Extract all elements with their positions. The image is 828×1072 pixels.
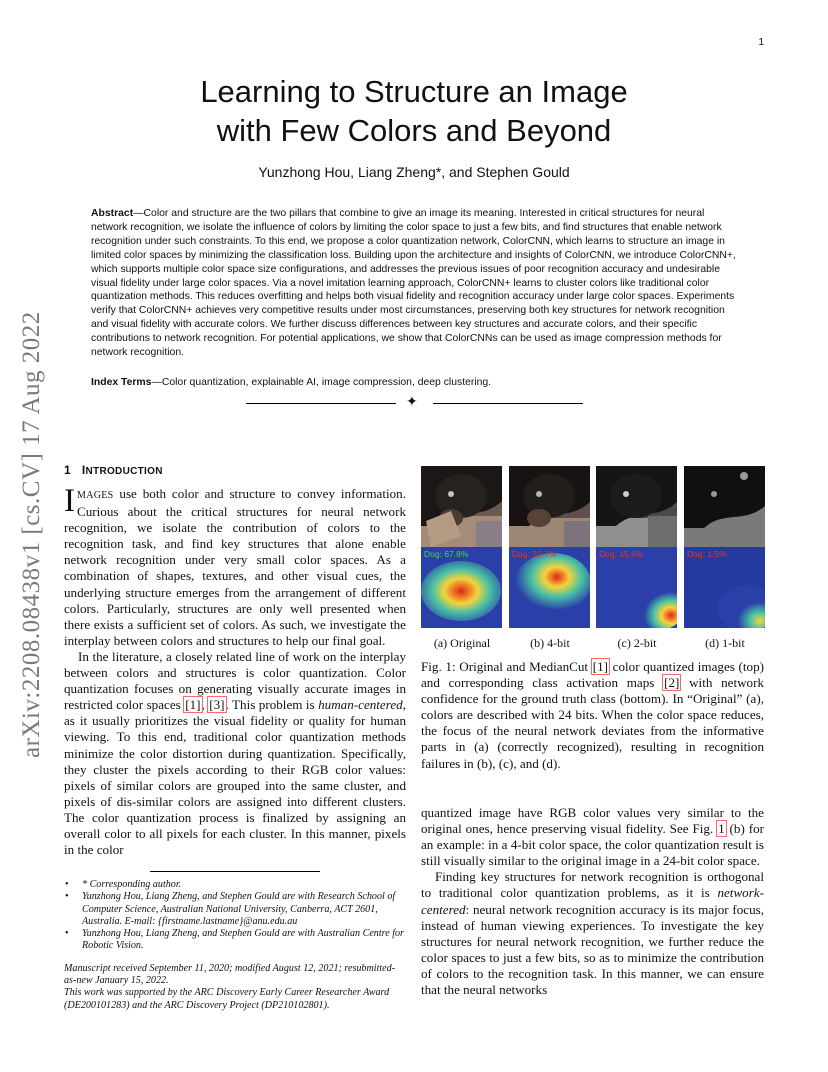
section-divider — [246, 396, 583, 410]
dog-photo-4bit — [509, 466, 590, 547]
subcaption-c: (c) 2-bit — [617, 636, 657, 650]
right-p1b: (b) for an example: in a 4-bit color space, the color quantization result is still visually similar to the original image in a 24-bit color space. — [421, 821, 764, 869]
index-terms-label: Index Terms — [91, 377, 152, 388]
footnote-list — [64, 879, 406, 953]
citation-link-2[interactable]: [2] — [664, 675, 680, 691]
figure-panel-2bit — [596, 466, 677, 628]
footnotes — [64, 879, 406, 1012]
index-terms-text: —Color quantization, explainable AI, image compression, deep clustering. — [151, 377, 492, 388]
dog-photo-original — [421, 466, 502, 547]
index-terms — [91, 376, 736, 390]
confidence-label: Dog: 67.8% — [424, 549, 469, 559]
subcaption-a: (a) Original — [433, 636, 491, 650]
section-title-first: I — [81, 463, 86, 477]
footnote-item: • * Corresponding author. — [82, 879, 406, 891]
dog-photo-1bit — [684, 466, 765, 547]
figure-panel-4bit — [509, 466, 590, 628]
divider-line-right — [433, 403, 583, 404]
citation-link-1[interactable]: [1] — [592, 659, 608, 674]
title-line-2: with Few Colors and Beyond — [216, 112, 612, 148]
intro-p2a: In the literature, a closely related line of work on the interplay between colors and structures is color quantization. Color quantization focuses on generating visually accurate images in restricted color spaces — [64, 648, 406, 713]
left-column-body — [64, 483, 406, 858]
network-centered-term: network-centered — [421, 885, 764, 917]
right-p2a: Finding key structures for network recognition is orthogonal to traditional color quantization problems, as it is — [421, 869, 764, 901]
intro-p2d: , as it usually prioritizes the visual fidelity or quality for human viewing. To this end, traditional color quantization methods minimize the color distortion during quantization. Specifically, they cluster the pixels according to their RGB color values: pixels of similar colors are grouped into the same cluster, and pixels of dis-similar colors are assigned into different clusters. The color quantization process is finalized by assigning an overall color to all pixels for each cluster. In this manner, pixels in the color — [64, 697, 406, 858]
subcaption-d: (d) 1-bit — [705, 636, 745, 650]
arxiv-stamp: arXiv:2208.08438v1 [cs.CV] 17 Aug 2022 — [18, 311, 45, 758]
intro-p1-text: use both color and structure to convey information. Curious about the critical structures for neural network recognition, we isolate the contribution of colors to the recognition task, and find key structures that alone enable network recognition under very small color spaces. As a combination of shapes, textures, and other visual cues, the underlying structure emerges from the arrangement of different colors. Particularly, structures are only well presented when there exists a sufficient set of colors. As such, we investigate the interplay between colors and structures to help our final goal. — [64, 486, 406, 648]
footnote-item: • Yunzhong Hou, Liang Zheng, and Stephen Gould are with Australian Centre for Robotic Vision. — [82, 928, 406, 953]
activation-map-1bit — [684, 547, 765, 628]
divider-line-left — [246, 403, 396, 404]
dropcap-smallcaps: MAGES — [77, 490, 114, 501]
activation-map-4bit — [509, 547, 590, 628]
right-p1a: quantized image have RGB color values very similar to the original ones, hence preserving visual fidelity. See Fig. — [421, 805, 764, 837]
dropcap: I — [64, 483, 75, 519]
section-number: 1 — [64, 463, 71, 477]
page-number: 1 — [758, 37, 764, 48]
figure-panel-original — [421, 466, 502, 628]
figure-subcaptions — [421, 636, 766, 652]
human-centered-term: human-centered — [318, 697, 403, 713]
caption-part-b: color quantized images (top) and corresponding class activation maps — [421, 659, 765, 691]
figure-1-link[interactable]: 1 — [718, 821, 725, 837]
activation-map-2bit — [596, 547, 677, 628]
confidence-label: Dog: 15.6% — [599, 549, 644, 559]
confidence-label: Dog: 33.7% — [512, 549, 557, 559]
intro-p2b: , — [201, 697, 209, 713]
figure-1 — [421, 466, 766, 652]
manuscript-note: Manuscript received September 11, 2020; modified August 12, 2021; resubmitted-as-new January 15, 2022. — [64, 962, 396, 987]
intro-paragraph-2 — [64, 649, 406, 858]
intro-p2c: . This problem is — [225, 697, 319, 713]
abstract-text: —Color and structure are the two pillars that combine to give an image its meaning. Interested in critical structures for neural network recognition, we isolate the influence of colors by limiting the color space to just a few bits, and find structures that enable network recognition under such constraints. To this end, we propose a color quantization network, ColorCNN, which learns to structure an image in limited color spaces by minimizing the classification loss. Building upon the architecture and insights of ColorCNN, we introduce ColorCNN+, which supports multiple color space size configurations, and addresses the previous issues of poor recognition accuracy and undesirable visual fidelity under large color spaces. Via a novel imitation learning approach, ColorCNN+ learns to cluster colors like traditional color quantization methods. This reduces overfitting and helps both visual fidelity and recognition accuracy under large color spaces. Experiments verify that ColorCNN+ achieves very competitive results under most circumstances, preserving both key structures for network recognition and visual fidelity with accurate colors. We further discuss differences between key structures and accurate colors, and their specific contributions to network recognition. For potential applications, we show that ColorCNNs can be used as image compression methods for network recognition. — [91, 208, 736, 359]
right-paragraph-1 — [421, 805, 764, 869]
title-line-1: Learning to Structure an Image — [200, 74, 628, 109]
figure-image-grid — [421, 466, 766, 628]
paper-title — [0, 73, 828, 151]
figure-caption — [421, 659, 764, 772]
caption-part-c: with network confidence for the ground truth class (bottom). In “Original” (a), colors are described with 24 bits. When the color space reduces, the focus of the neural network deviates from the informative parts in (a) (correctly recognized), resulting in recognition failures in (b), (c), and (d). — [421, 675, 765, 771]
dog-photo-2bit — [596, 466, 677, 547]
footnote-item: • Yunzhong Hou, Liang Zheng, and Stephen Gould are with Research School of Computer Science, Australian National University, Canberra, ACT 2601, Australia. E-mail: {firstname.lastname}@anu.edu.au — [82, 891, 406, 928]
section-title-rest: NTRODUCTION — [85, 466, 163, 477]
citation-link-1[interactable]: [1] — [185, 697, 201, 713]
right-paragraph-2 — [421, 869, 764, 998]
right-column-body — [421, 805, 764, 998]
abstract-label: Abstract — [91, 208, 134, 219]
intro-paragraph-1 — [64, 483, 406, 649]
activation-map-original — [421, 547, 502, 628]
figure-panel-1bit — [684, 466, 765, 628]
right-p2b: : neural network recognition accuracy is its major focus, instead of human viewing experiences. To investigate the key structures for neural network recognition, we further reduce the color spaces to just a few bits, so as to minimize the contribution of colors to the recognition task. In this manner, we can ensure that the neural networks — [421, 901, 764, 998]
subcaption-b: (b) 4-bit — [530, 636, 570, 650]
support-note: This work was supported by the ARC Discovery Early Career Researcher Award (DE200101283) and the ARC Discovery Project (DP210102801). — [64, 987, 390, 1011]
footnote-rule — [150, 871, 320, 872]
divider-star-icon: ✦ — [406, 394, 418, 410]
citation-link-3[interactable]: [3] — [209, 697, 225, 713]
section-heading — [64, 463, 163, 477]
authors: Yunzhong Hou, Liang Zheng*, and Stephen Gould — [258, 164, 570, 180]
abstract — [91, 207, 736, 360]
caption-part-a: Fig. 1: Original and MedianCut — [421, 659, 592, 674]
confidence-label: Dog: 1.5% — [687, 549, 727, 559]
